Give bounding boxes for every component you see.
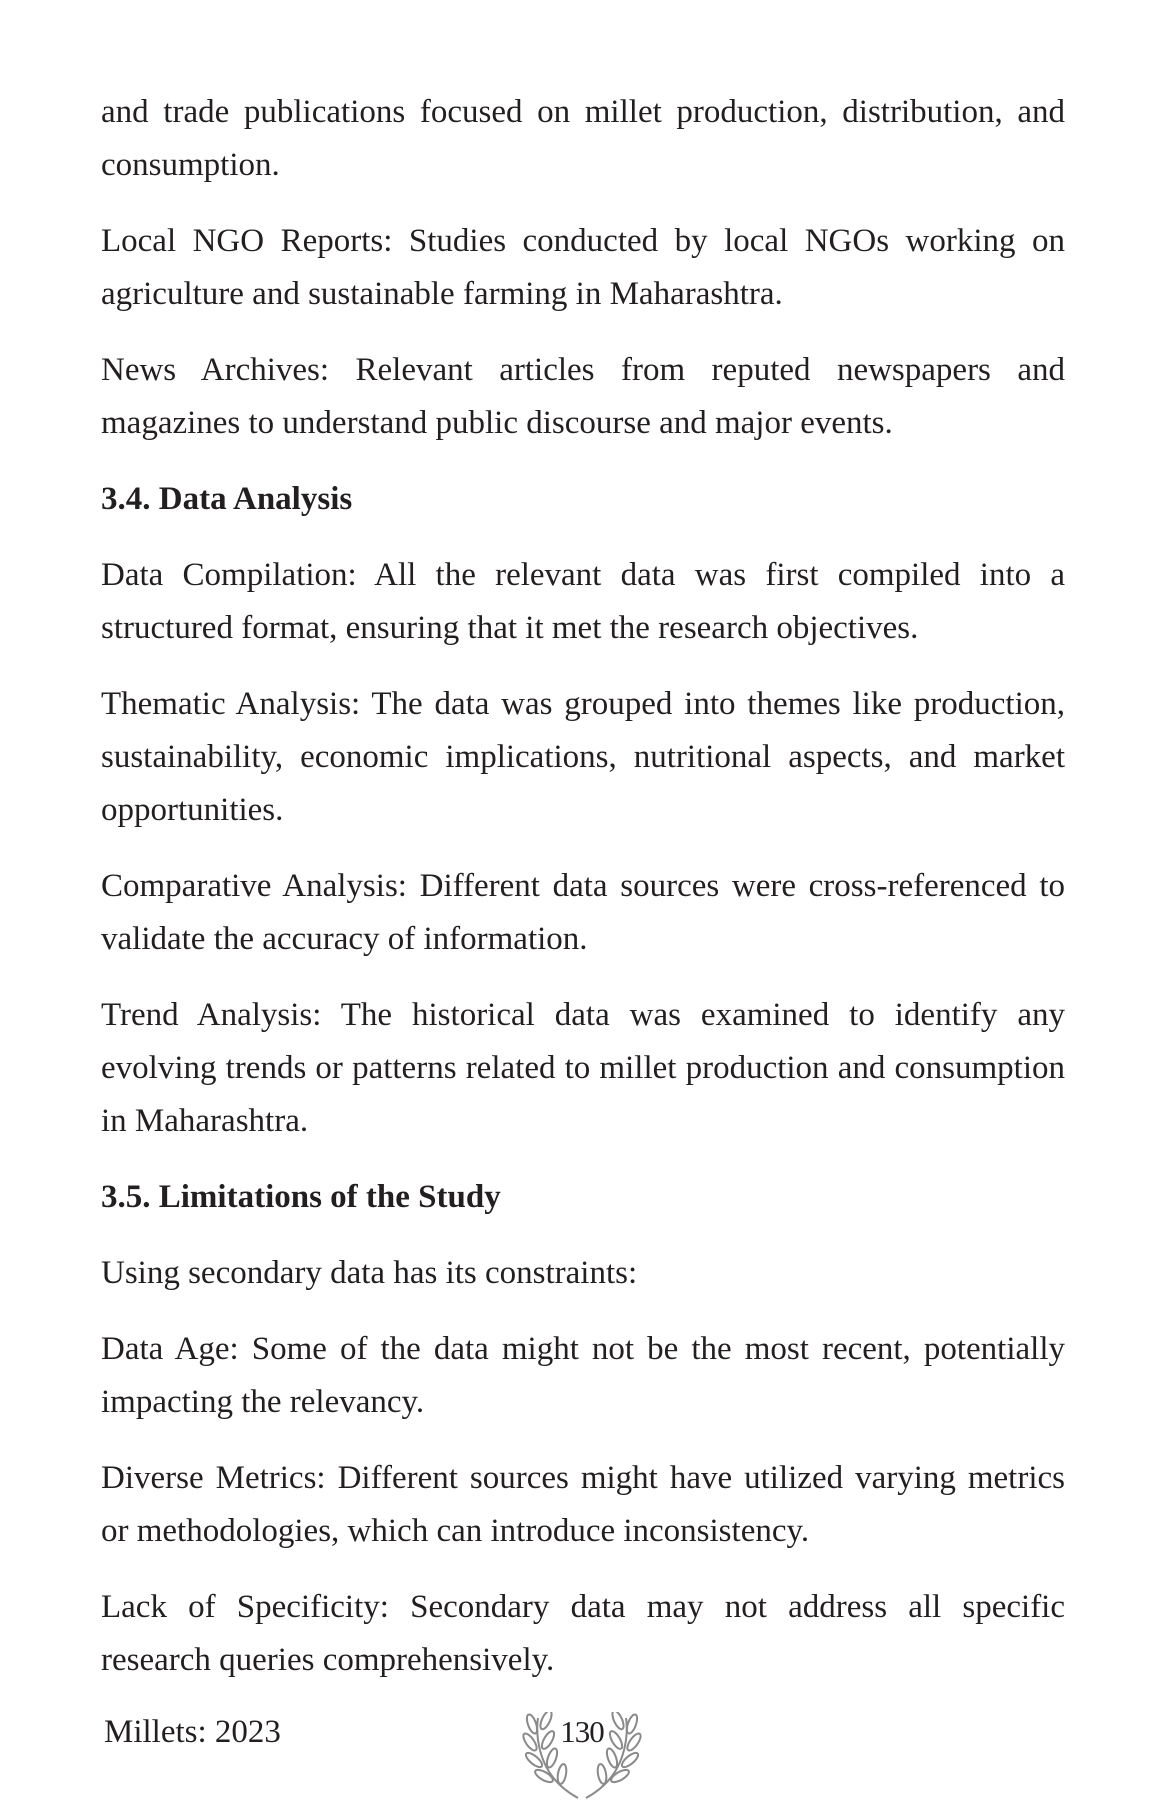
- paragraph-comparative-analysis: Comparative Analysis: Different data sources were cross-referenced to validate the accuracy of information.: [101, 868, 1065, 957]
- section-heading-limitations: 3.5. Limitations of the Study: [101, 1179, 501, 1215]
- paragraph-data-compilation: Data Compilation: All the relevant data was first compiled into a structured format, ensuring that it met the research objectives.: [101, 557, 1065, 646]
- footer-page-emblem: [508, 1712, 656, 1800]
- paragraph-trade-publications: and trade publications focused on millet production, distribution, and consumption.: [101, 94, 1065, 183]
- footer-book-title: Millets: 2023: [104, 1714, 281, 1750]
- paragraph-lack-of-specificity: Lack of Specificity: Secondary data may not address all specific research queries comprehensively.: [101, 1589, 1065, 1678]
- paragraph-data-age: Data Age: Some of the data might not be the most recent, potentially impacting the relevancy.: [101, 1331, 1065, 1420]
- section-heading-data-analysis: 3.4. Data Analysis: [101, 481, 353, 517]
- paragraph-local-ngo-reports: Local NGO Reports: Studies conducted by local NGOs working on agriculture and sustainable farming in Maharashtra.: [101, 223, 1065, 312]
- paragraph-diverse-metrics: Diverse Metrics: Different sources might have utilized varying metrics or methodologies, which can introduce inconsistency.: [101, 1460, 1065, 1549]
- paragraph-secondary-data-constraints: Using secondary data has its constraints:: [101, 1255, 638, 1291]
- paragraph-news-archives: News Archives: Relevant articles from reputed newspapers and magazines to understand public discourse and major events.: [101, 352, 1065, 441]
- page-body: [101, 86, 1065, 1710]
- page-number: 130: [560, 1714, 604, 1749]
- paragraph-thematic-analysis: Thematic Analysis: The data was grouped into themes like production, sustainability, economic implications, nutritional aspects, and market opportunities.: [101, 686, 1065, 828]
- paragraph-trend-analysis: Trend Analysis: The historical data was examined to identify any evolving trends or patterns related to millet production and consumption in Maharashtra.: [101, 997, 1065, 1139]
